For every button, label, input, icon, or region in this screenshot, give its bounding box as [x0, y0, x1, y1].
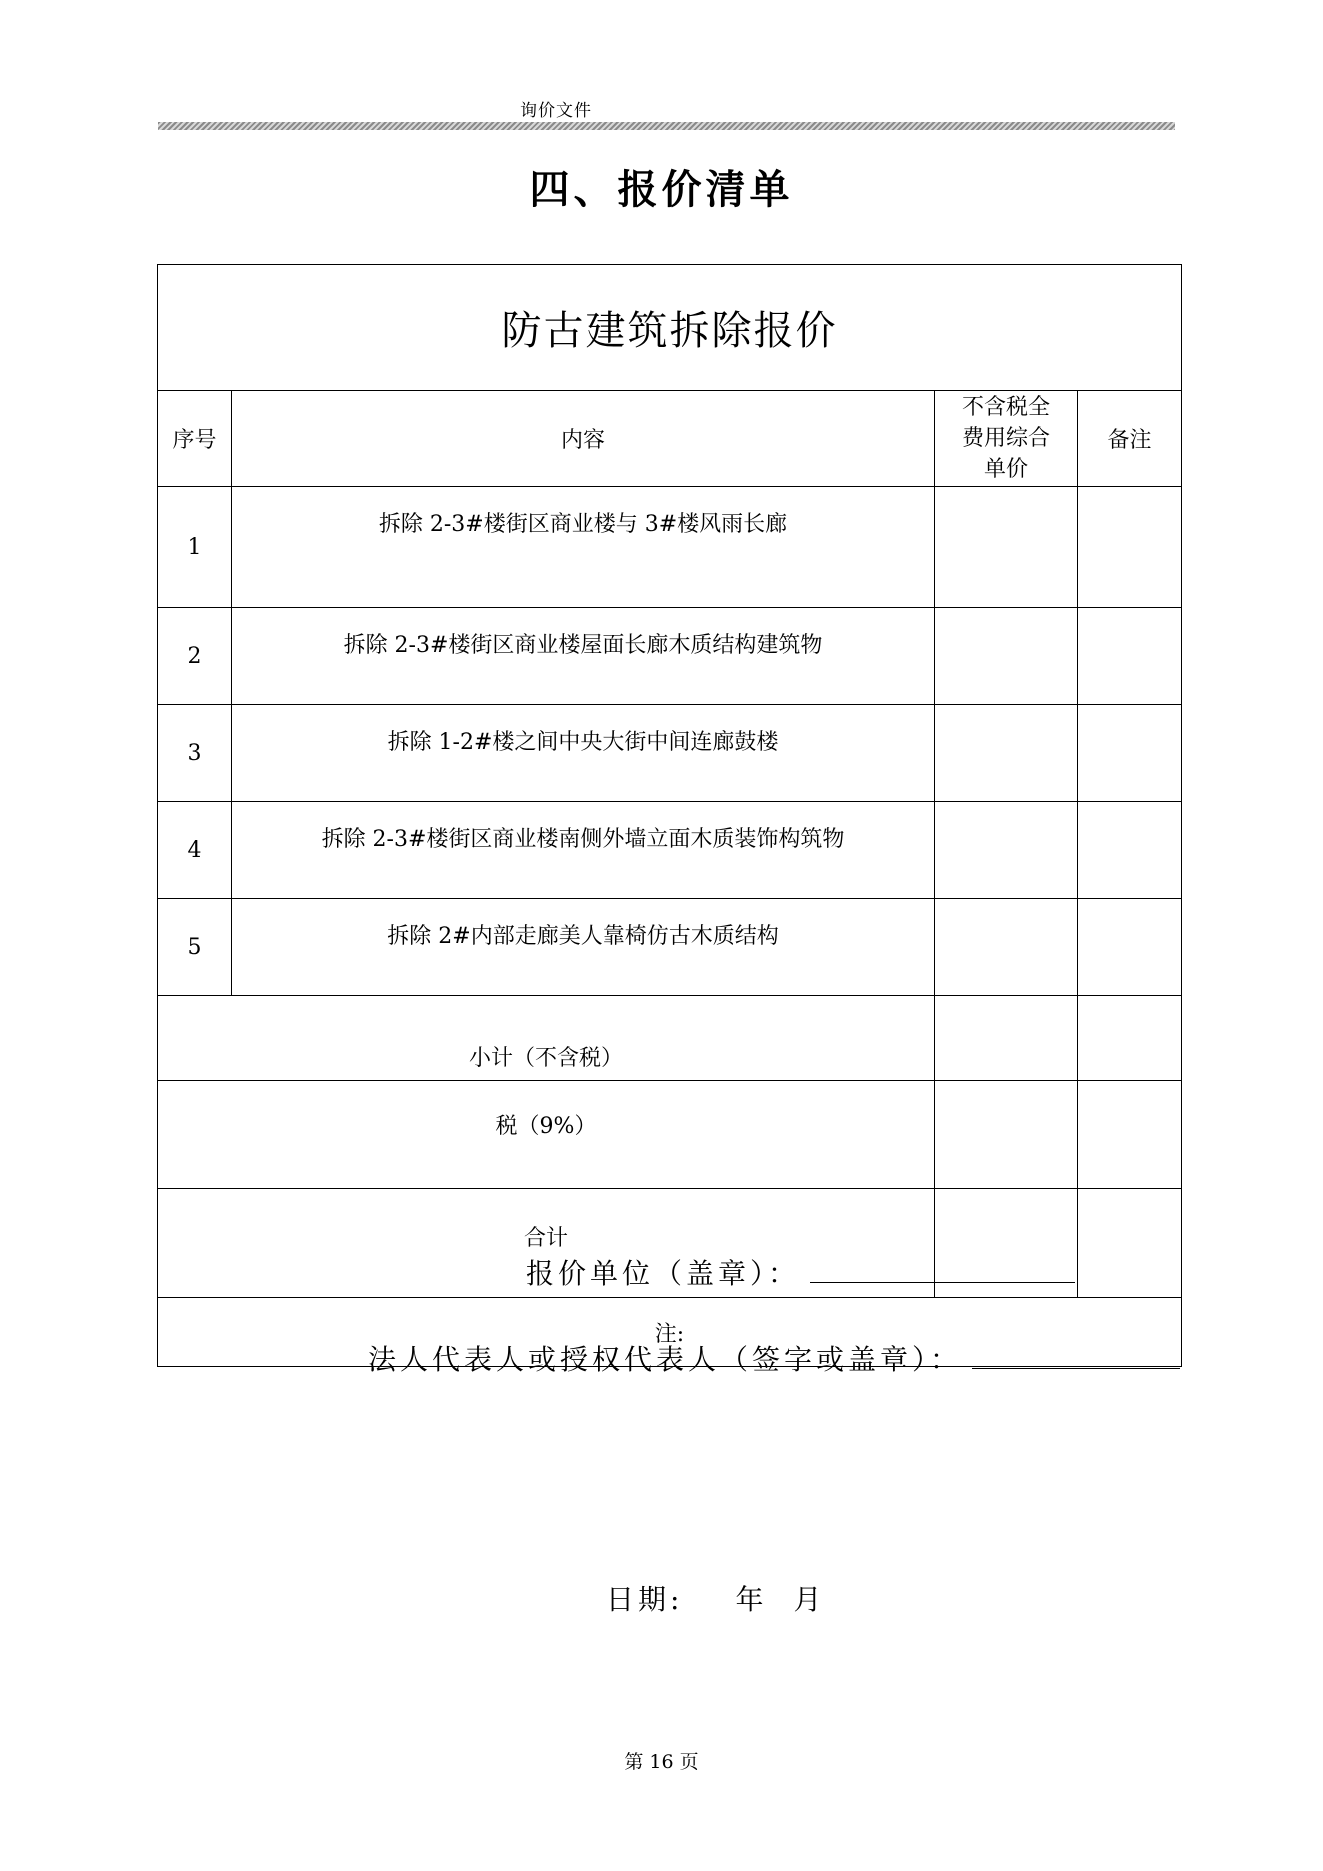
table-header-row — [158, 391, 1182, 487]
tax-price-cell — [935, 1081, 1078, 1189]
table-title-row — [158, 265, 1182, 391]
total-label: 合计 — [158, 1189, 935, 1298]
date-year: 年 — [735, 1583, 768, 1616]
subtotal-row — [158, 996, 1182, 1081]
row-remark-cell — [1078, 487, 1182, 608]
col-header-price — [935, 391, 1078, 487]
bidder-signature-line — [810, 1281, 1075, 1283]
row-seq: 4 — [158, 802, 232, 899]
header-label: 询价文件 — [520, 101, 592, 121]
row-price-cell — [935, 802, 1078, 899]
representative-signature — [368, 1338, 1180, 1378]
row-remark-cell — [1078, 899, 1182, 996]
row-content: 拆除 2-3#楼街区商业楼屋面长廊木质结构建筑物 — [232, 608, 935, 705]
bidder-signature — [526, 1252, 1075, 1292]
table-row — [158, 802, 1182, 899]
row-seq: 5 — [158, 899, 232, 996]
col-header-price-line3: 单价 — [983, 457, 1028, 482]
quote-table — [157, 264, 1182, 1367]
total-remark-cell — [1078, 1189, 1182, 1298]
tax-row — [158, 1081, 1182, 1189]
table-row — [158, 487, 1182, 608]
tax-remark-cell — [1078, 1081, 1182, 1189]
date-label: 日期: — [606, 1583, 684, 1616]
row-content: 拆除 2-3#楼街区商业楼与 3#楼风雨长廊 — [232, 487, 935, 608]
page-number: 第 16 页 — [624, 1751, 699, 1773]
row-remark-cell — [1078, 608, 1182, 705]
subtotal-remark-cell — [1078, 996, 1182, 1081]
date-month: 月 — [793, 1583, 826, 1616]
date-line — [606, 1578, 825, 1618]
row-content: 拆除 2#内部走廊美人靠椅仿古木质结构 — [232, 899, 935, 996]
bidder-label: 报价单位（盖章）： — [526, 1257, 801, 1290]
table-row — [158, 705, 1182, 802]
representative-label: 法人代表人或授权代表人（签字或盖章）： — [368, 1343, 963, 1376]
col-header-remark: 备注 — [1078, 391, 1182, 487]
row-content: 拆除 2-3#楼街区商业楼南侧外墙立面木质装饰构筑物 — [232, 802, 935, 899]
col-header-price-line1: 不含税全 — [961, 395, 1050, 420]
row-seq: 1 — [158, 487, 232, 608]
row-seq: 3 — [158, 705, 232, 802]
row-price-cell — [935, 899, 1078, 996]
note-label: 注: — [158, 1298, 1182, 1367]
subtotal-price-cell — [935, 996, 1078, 1081]
subtotal-label: 小计（不含税） — [158, 996, 935, 1081]
row-remark-cell — [1078, 705, 1182, 802]
representative-signature-line — [972, 1367, 1180, 1369]
row-price-cell — [935, 705, 1078, 802]
row-price-cell — [935, 487, 1078, 608]
col-header-price-line2: 费用综合 — [961, 426, 1050, 451]
row-seq: 2 — [158, 608, 232, 705]
table-row — [158, 899, 1182, 996]
table-title: 防古建筑拆除报价 — [158, 265, 1182, 391]
row-remark-cell — [1078, 802, 1182, 899]
table-row — [158, 608, 1182, 705]
row-content: 拆除 1-2#楼之间中央大街中间连廊鼓楼 — [232, 705, 935, 802]
col-header-seq: 序号 — [158, 391, 232, 487]
col-header-content: 内容 — [232, 391, 935, 487]
row-price-cell — [935, 608, 1078, 705]
header-rule — [158, 122, 1175, 130]
tax-label: 税（9%） — [158, 1081, 935, 1189]
section-title: 四、报价清单 — [529, 166, 794, 213]
